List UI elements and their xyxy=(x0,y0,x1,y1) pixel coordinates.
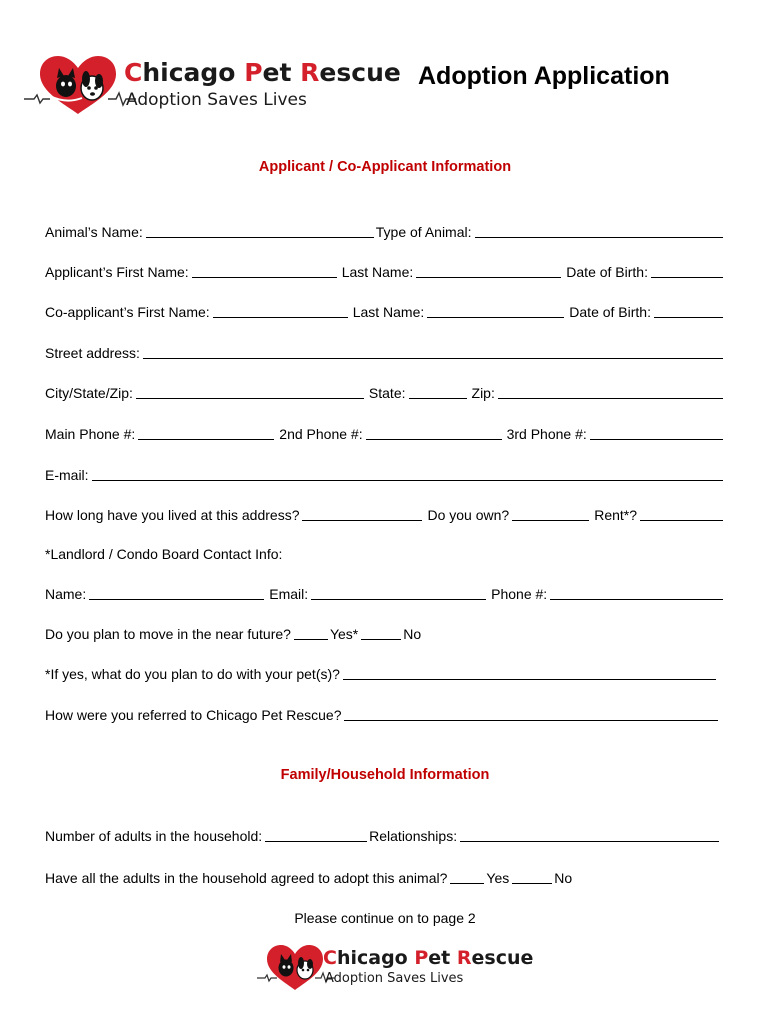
lived-here-field[interactable] xyxy=(302,508,422,521)
agreed-yes-label: Yes xyxy=(486,870,510,886)
email-field[interactable] xyxy=(92,468,723,481)
logo-letter: R xyxy=(300,58,320,87)
form-row-landlord xyxy=(45,586,725,602)
second-phone-label: 2nd Phone #: xyxy=(279,426,363,442)
heart-icon xyxy=(267,945,323,990)
agreed-no-label: No xyxy=(554,870,573,886)
city-state-zip-label: City/State/Zip: xyxy=(45,385,133,401)
move-no-field[interactable] xyxy=(361,627,401,640)
relationships-field[interactable] xyxy=(460,829,719,842)
page-title: Adoption Application xyxy=(418,62,670,90)
if-yes-label: *If yes, what do you plan to do with your pet(s)? xyxy=(45,666,340,682)
landlord-name-field[interactable] xyxy=(89,587,264,600)
logo-letter: P xyxy=(414,947,429,969)
applicant-last-name-label: Last Name: xyxy=(341,264,414,280)
applicant-dob-field[interactable] xyxy=(651,265,723,278)
form-row-referred xyxy=(45,707,720,723)
form-row-adults xyxy=(45,828,721,844)
rent-label: Rent*? xyxy=(594,507,638,523)
heart-icon xyxy=(40,56,116,114)
chicago-pet-rescue-logo xyxy=(20,52,401,116)
form-row-email xyxy=(45,467,725,483)
type-of-animal-field[interactable] xyxy=(475,225,724,238)
num-adults-field[interactable] xyxy=(265,829,367,842)
coapplicant-dob-field[interactable] xyxy=(654,305,723,318)
section-title-applicant: Applicant / Co-Applicant Information xyxy=(258,159,512,175)
section-title-household: Family/Household Information xyxy=(280,767,490,783)
svg-text:Chicago Pet Rescue xyxy=(323,947,533,969)
landlord-info-label: *Landlord / Condo Board Contact Info: xyxy=(45,546,283,562)
chicago-pet-rescue-footer-logo xyxy=(255,942,534,992)
do-you-own-field[interactable] xyxy=(512,508,589,521)
street-address-label: Street address: xyxy=(45,345,140,361)
referred-label: How were you referred to Chicago Pet Rescue? xyxy=(45,707,342,723)
logo-tagline: Adoption Saves Lives xyxy=(325,971,464,986)
zip-label: Zip: xyxy=(471,385,495,401)
coapplicant-first-name-field[interactable] xyxy=(213,305,348,318)
logo-word: hicago xyxy=(336,947,415,969)
type-of-animal-label: Type of Animal: xyxy=(375,224,472,240)
coapplicant-dob-label: Date of Birth: xyxy=(569,304,651,320)
landlord-phone-field[interactable] xyxy=(550,587,723,600)
form-row-applicant xyxy=(45,264,725,280)
form-row-city xyxy=(45,385,725,401)
street-address-field[interactable] xyxy=(143,346,723,359)
logo-letter: P xyxy=(244,58,263,87)
state-label: State: xyxy=(368,385,406,401)
logo-word: escue xyxy=(319,58,401,87)
logo-word: et xyxy=(262,58,301,87)
logo-letter: C xyxy=(323,947,337,969)
animal-name-label: Animal’s Name: xyxy=(45,224,143,240)
form-row-if-yes xyxy=(45,666,718,682)
animal-name-field[interactable] xyxy=(146,225,374,238)
form-row-street xyxy=(45,345,725,361)
coapplicant-first-name-label: Co-applicant’s First Name: xyxy=(45,304,210,320)
third-phone-label: 3rd Phone #: xyxy=(506,426,587,442)
move-yes-field[interactable] xyxy=(294,627,328,640)
city-field[interactable] xyxy=(136,386,364,399)
rent-field[interactable] xyxy=(640,508,723,521)
svg-text:Chicago Pet Rescue xyxy=(124,58,401,87)
if-yes-field[interactable] xyxy=(343,667,716,680)
logo-word: hicago xyxy=(142,58,245,87)
heartbeat-line-icon xyxy=(257,975,277,981)
logo-letter: R xyxy=(456,947,472,969)
applicant-last-name-field[interactable] xyxy=(416,265,561,278)
landlord-email-field[interactable] xyxy=(311,587,486,600)
applicant-first-name-field[interactable] xyxy=(192,265,337,278)
coapplicant-last-name-label: Last Name: xyxy=(352,304,425,320)
zip-field[interactable] xyxy=(498,386,723,399)
second-phone-field[interactable] xyxy=(366,427,502,440)
form-row-agreed xyxy=(45,870,572,886)
relationships-label: Relationships: xyxy=(369,828,458,844)
main-phone-field[interactable] xyxy=(138,427,274,440)
agreed-label: Have all the adults in the household agreed to adopt this animal? xyxy=(45,870,448,886)
agreed-no-field[interactable] xyxy=(512,871,552,884)
logo-letter: C xyxy=(124,58,143,87)
logo-word: escue xyxy=(471,947,534,969)
third-phone-field[interactable] xyxy=(590,427,723,440)
form-row-residence xyxy=(45,507,725,523)
applicant-dob-label: Date of Birth: xyxy=(566,264,648,280)
landlord-phone-label: Phone #: xyxy=(491,586,548,602)
heartbeat-line-icon xyxy=(24,95,50,103)
move-no-label: No xyxy=(403,626,422,642)
form-row-phones xyxy=(45,426,725,442)
move-yes-label: Yes* xyxy=(329,626,359,642)
form-row-coapplicant xyxy=(45,304,725,320)
logo-word: et xyxy=(428,947,457,969)
form-row-move xyxy=(45,626,421,642)
form-row-animal xyxy=(45,224,725,240)
lived-here-label: How long have you lived at this address? xyxy=(45,507,300,523)
coapplicant-last-name-field[interactable] xyxy=(427,305,564,318)
continue-note: Please continue on to page 2 xyxy=(294,910,476,926)
applicant-first-name-label: Applicant’s First Name: xyxy=(45,264,189,280)
agreed-yes-field[interactable] xyxy=(450,871,484,884)
landlord-name-label: Name: xyxy=(45,586,87,602)
main-phone-label: Main Phone #: xyxy=(45,426,136,442)
landlord-email-label: Email: xyxy=(269,586,309,602)
do-you-own-label: Do you own? xyxy=(427,507,510,523)
referred-field[interactable] xyxy=(344,708,718,721)
logo-tagline: Adoption Saves Lives xyxy=(126,90,307,110)
email-label: E-mail: xyxy=(45,467,89,483)
state-field[interactable] xyxy=(409,386,467,399)
move-question-label: Do you plan to move in the near future? xyxy=(45,626,291,642)
num-adults-label: Number of adults in the household: xyxy=(45,828,263,844)
